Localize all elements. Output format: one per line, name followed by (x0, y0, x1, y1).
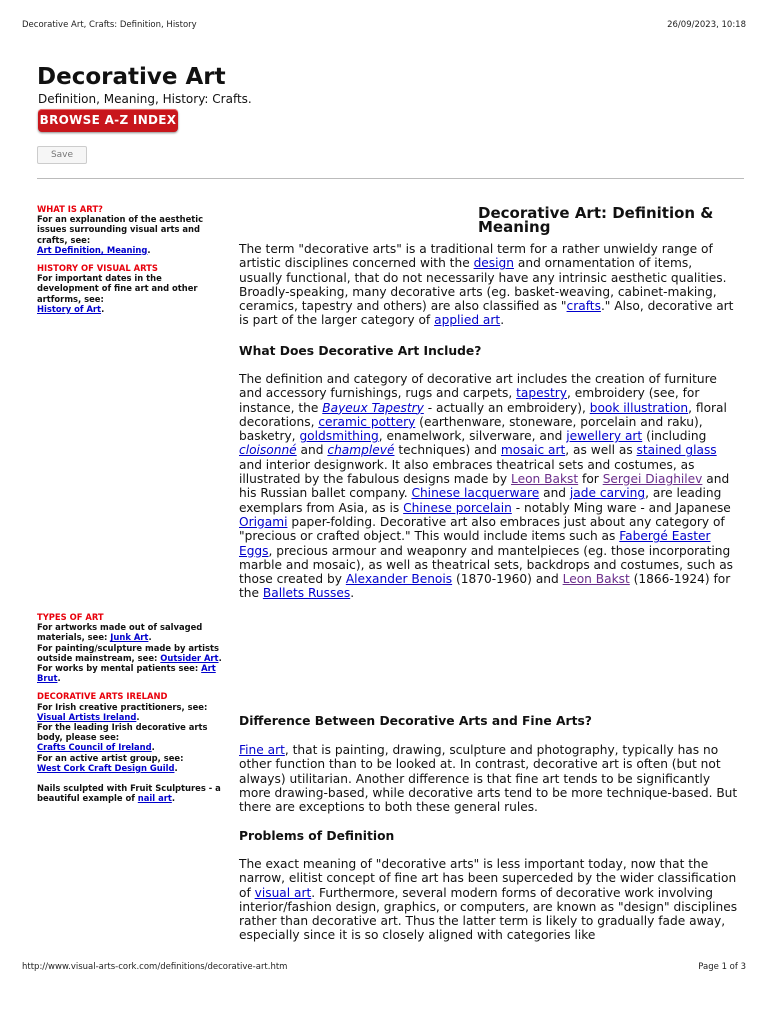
text-run: . (350, 586, 355, 601)
sidebar-types-of-art: TYPES OF ART For artworks made out of salvaged materials, see: Junk Art. For painting/sculpture made by artists outside mainstream, see: Outsider Art. For works by mental patients see: Art Brut. DECORATIVE ARTS IRELAND For Irish creative practitioners, see: Visual Artists Ireland. For the leading Irish decorative arts body, please see: Crafts Council of Ireland. For an active artist group, see: West Cork Craft Design Guild. Nails sculpted with Fruit Sculptures - a beautiful example of nail art. (37, 612, 222, 804)
text-run: and interior designwork. It also embraces theatrical sets and costumes, as illustrated by the fabulous designs made by (239, 457, 695, 487)
stained-glass-link[interactable]: stained glass (636, 443, 717, 458)
chinese-porcelain-link[interactable]: Chinese porcelain (403, 500, 512, 515)
text-run: and (296, 443, 328, 458)
text-run: - notably Ming ware - and Japanese (511, 500, 731, 515)
ballets-russes-link[interactable]: Ballets Russes (262, 586, 351, 601)
text-run: , that is painting, drawing, sculpture and photography, typically has no other function than to be looked at. In contrast, decorative art is often (but not always) utilitarian. Another difference is that fine art tends to be significantly more drawing-based, while decorative arts tend to be more technique-based. But there are exceptions to both these general rules. (239, 743, 738, 815)
section-heading-problems: Problems of Definition (239, 829, 395, 843)
applied-art-link[interactable]: applied art (434, 313, 501, 328)
visual-artists-ireland-link[interactable]: Visual Artists Ireland (37, 711, 137, 722)
paragraph-difference (239, 743, 739, 814)
art-brut-link[interactable]: Art Brut (37, 663, 216, 684)
history-of-art-link[interactable]: History of Art (37, 303, 102, 314)
section-heading-difference-wrap (239, 714, 739, 728)
sidebar-what-is-art: WHAT IS ART? For an explanation of the aesthetic issues surrounding visual arts and crafts, see: Art Definition, Meaning. HISTORY OF VISUAL ARTS For important dates in the development of fine art and other artforms, see: History of Art. (37, 204, 204, 314)
sidebar-text: For painting/sculpture made by artists outside mainstream, see: (37, 642, 219, 663)
sergei-diaghilev-link[interactable]: Sergei Diaghilev (602, 472, 703, 487)
link-text: cloisonné (239, 443, 297, 458)
origami-link[interactable]: Origami (239, 514, 288, 529)
text-run: , enamelwork, silverware, and (378, 429, 567, 444)
text-run: , precious armour and weaponry and mantelpieces (eg. those incorporating marble and mosaic), as well as theatrical sets, backdrops and costumes, such as those created by (239, 543, 734, 587)
alexander-benois-link[interactable]: Alexander Benois (345, 572, 453, 587)
goldsmithing-link[interactable]: goldsmithing (299, 429, 379, 444)
text-run: and his Russian ballet company. (239, 472, 730, 501)
text-run: , embroidery (see, for instance, the (239, 386, 700, 415)
sidebar-text: For the leading Irish decorative arts body, please see: (37, 722, 208, 743)
sidebar-text: For important dates in the development of fine art and other artforms, see: (37, 273, 198, 304)
text-run: The term "decorative arts" is a traditional term for a rather unwieldy range of artistic disciplines concerned with the (239, 242, 713, 271)
outsider-art-link[interactable]: Outsider Art (160, 652, 219, 663)
jade-carving-link[interactable]: jade carving (569, 486, 646, 501)
text-run: (earthenware, stoneware, porcelain and raku), basketry, (239, 414, 703, 444)
browse-index-button[interactable]: BROWSE A-Z INDEX (38, 109, 178, 132)
art-definition-link[interactable]: Art Definition, Meaning (37, 244, 148, 255)
text-run: The exact meaning of "decorative arts" is less important today, now that the narrow, elitist concept of fine art has been superceded by the wider classification of (239, 857, 737, 900)
champleve-link[interactable] (327, 443, 394, 457)
ceramic-pottery-link[interactable]: ceramic pottery (318, 414, 416, 429)
print-footer (22, 962, 746, 972)
text-run: - actually an embroidery), (423, 400, 590, 415)
save-button[interactable]: Save (37, 146, 87, 164)
text-run: and ornamentation of items, usually functional, that do not necessarily have any intrinsic aesthetic qualities. Broadly-speaking, many decorative arts (eg. basket-weaving, cabinet-making, ceramics, tapestry and others) are also classified as " (239, 256, 727, 314)
leon-bakst-link-2[interactable]: Leon Bakst (562, 572, 630, 587)
junk-art-link[interactable]: Junk Art (110, 632, 149, 643)
text-run: , as well as (565, 443, 637, 458)
section-heading-difference: Difference Between Decorative Arts and Fine Arts? (239, 714, 592, 728)
sidebar-heading: HISTORY OF VISUAL ARTS (37, 263, 158, 274)
print-page-title: Decorative Art, Crafts: Definition, History (22, 20, 197, 30)
book-illustration-link[interactable]: book illustration (589, 400, 689, 415)
paragraph-problems (239, 857, 739, 943)
text-run: , are leading exemplars from Asia, as is (239, 486, 722, 515)
faberge-eggs-link[interactable]: Fabergé Easter Eggs (239, 529, 711, 558)
text-run: ." Also, decorative art is part of the larger category of (239, 299, 734, 328)
text-run: The definition and category of decorative art includes the creation of furniture and accessory furnishings, rugs and carpets, (239, 372, 717, 401)
mosaic-art-link[interactable]: mosaic art (500, 443, 566, 458)
header-divider (37, 178, 744, 179)
text-run: techniques) and (394, 443, 501, 458)
paragraph-include (239, 372, 739, 601)
article-heading: Decorative Art: Definition & Meaning (478, 204, 714, 237)
text-run: and (539, 486, 570, 501)
text-run: (1870-1960) and (452, 572, 563, 587)
sidebar-heading: TYPES OF ART (37, 612, 104, 622)
bayeux-tapestry-link[interactable] (322, 401, 424, 415)
sidebar-text: For Irish creative practitioners, see: (37, 701, 208, 712)
visual-art-link[interactable]: visual art (254, 885, 312, 900)
sidebar-text: For artworks made out of salvaged materials, see: (37, 622, 203, 643)
text-run: . (500, 313, 505, 328)
nail-art-link[interactable]: nail art (137, 793, 172, 804)
fine-art-link[interactable]: Fine art (239, 743, 285, 757)
section-heading-problems-wrap (239, 829, 739, 843)
sidebar-heading: DECORATIVE ARTS IRELAND (37, 691, 168, 702)
text-run: , floral decorations, (239, 400, 727, 429)
text-run: (including (642, 429, 707, 444)
jewellery-art-link[interactable]: jewellery art (566, 429, 643, 444)
section-heading-include: What Does Decorative Art Include? (239, 344, 482, 358)
page-number: Page 1 of 3 (698, 962, 746, 972)
site-title: Decorative Art (37, 64, 226, 90)
text-run: . Furthermore, several modern forms of decorative work involving interior/fashion design, graphics, or computers, are known as "design" disciplines rather than decorative art. Thus the latter term is likely to gradually fade away, especially since it is so closely aligned with categories like (239, 885, 738, 943)
design-link[interactable]: design (473, 256, 514, 271)
west-cork-guild-link[interactable]: West Cork Craft Design Guild (37, 762, 175, 773)
tapestry-link[interactable]: tapestry (516, 386, 567, 401)
link-text: champlevé (327, 443, 395, 458)
text-run: (1866-1924) for the (239, 572, 731, 601)
crafts-link[interactable]: crafts (566, 299, 601, 314)
paragraph-intro (239, 242, 739, 328)
sidebar-text: For an active artist group, see: (37, 752, 184, 763)
print-date: 26/09/2023, 10:18 (667, 20, 746, 30)
text-run: paper-folding. Decorative art also embraces just about any category of "precious or crafted object." This would include items such as (239, 514, 725, 544)
sidebar-heading: WHAT IS ART? (37, 204, 103, 214)
site-subtitle: Definition, Meaning, History: Crafts. (38, 92, 252, 106)
cloisonne-link[interactable] (239, 443, 297, 457)
crafts-council-link[interactable]: Crafts Council of Ireland (37, 742, 152, 753)
sidebar-text: For works by mental patients see: (37, 663, 199, 674)
text-run: for (578, 472, 603, 487)
section-heading-include-wrap (239, 344, 739, 358)
link-text: Bayeux Tapestry (322, 400, 424, 415)
sidebar-text: For an explanation of the aesthetic issues surrounding visual arts and crafts, see: (37, 214, 204, 245)
leon-bakst-link[interactable]: Leon Bakst (511, 472, 579, 487)
chinese-lacquerware-link[interactable]: Chinese lacquerware (411, 486, 540, 501)
sidebar-text: Nails sculpted with Fruit Sculptures - a beautiful example of (37, 783, 221, 804)
print-url: http://www.visual-arts-cork.com/definitions/decorative-art.htm (22, 962, 288, 972)
print-header (22, 20, 746, 30)
